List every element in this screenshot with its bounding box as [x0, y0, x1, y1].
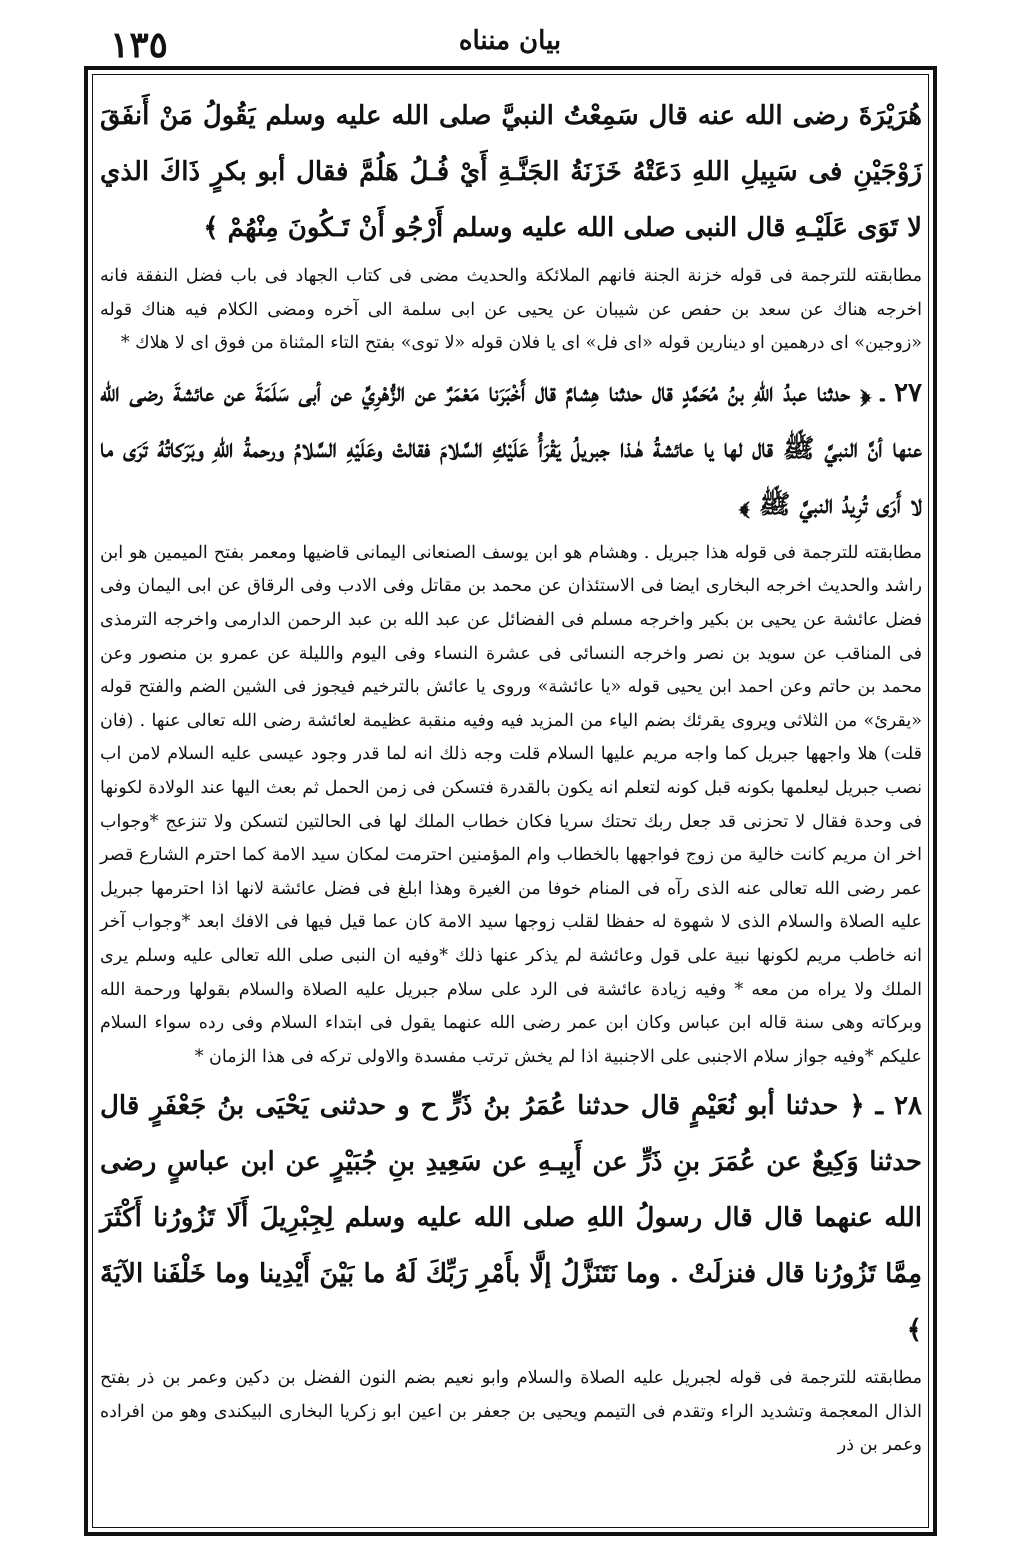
running-title: بيان منناه — [458, 26, 562, 56]
page-header — [80, 14, 940, 66]
commentary-paragraph: مطابقته للترجمة فى قوله هذا جبريل . وهشام هو ابن يوسف الصنعانى اليمانى قاضيها ومعمر بفتح الميمين هو ابن راشد والحديث اخرجه البخارى ايضا فى الاستئذان عن محمد بن مقاتل وفى الادب وفى الرقاق عن ابى اليمان وفى فضل عائشة عن يحيى بن بكير واخرجه مسلم فى الفضائل عن عبد الله بن عبد الرحمن الدارمى واخرجه الترمذى فى المناقب عن سويد بن نصر واخرجه النسائى فى عشرة النساء وفى اليوم والليلة عن عمرو بن منصور وعن محمد بن حاتم وعن احمد ابن يحيى قوله «يا عائشة» وروى يا عائش بالترخيم فيجوز فى الشين الضم والفتح قوله «يقرئ» من الثلاثى ويروى يقرئك بضم الياء من المزيد فيه وفيه منقبة عظيمة لعائشة رضى الله تعالى عنها . (فان قلت) هلا واجهها جبريل كما واجه مريم عليها السلام قلت وجه ذلك انه لما قدر وجود عيسى عليه السلام لامن اب نصب جبريل ليعلمها بكونه قبل كونه لتعلم انه يكون بالقدرة فتسكن فى زمن الحمل ثم بعث اليها عند الولادة لكونها فى وحدة فقال لا تحزنى قد جعل ربك تحتك سريا فكان خطاب الملك لها فى الحالتين لتسكن ولا تنزعج *وجواب اخر ان مريم كانت خالية من زوج فواجهها بالخطاب وام المؤمنين احترمت لمكان سيد الامة كما احترم الشارع قصر عمر رضى الله تعالى عنه الذى رآه فى المنام خوفا من الغيرة وهذا ابلغ فى فضل عائشة لانها اذا احترمها جبريل عليه الصلاة والسلام الذى لا شهوة له حفظا لقلب زوجها سيد الامة كان عما قيل فيها فى الافك ابعد *وجواب آخر انه خاطب مريم لكونها نبية على قول وعائشة لم يذكر عنها ذلك *وفيه ان النبى صلى الله تعالى عليه وسلم يرى الملك ولا يراه من معه * وفيه زيادة عائشة فى الرد على سلام جبريل عليه الصلاة والسلام بقولها ورحمة الله وبركاته وهى سنة قاله ابن عباس وكان ابن عمر رضى الله عنهما يقول فى ابتداء السلام وفى رده سواء السلام عليكم *وفيه جواز سلام الاجنبى على الاجنبية اذا لم يخش ترتب مفسدة والاولى تركه فى هذا الزمان * — [100, 542, 923, 1067]
hadith-27: ٢٧ ـ ﴿ حدثنا عبدُ اللهِ بنُ مُحَمَّدٍ قال حدثنا هِشامٌ قال أَخْبَرَنا مَعْمَرٌ عن الزُّهْرِيِّ عن أبى سَلَمَةَ عن عائشةَ رضى الله عنها أنَّ النبيَّ ﷺ قال لها يا عائشةُ هٰـذا جبريلُ يَقْرَأُ عَلَيْكِ السَّلامَ فقالتْ وعَلَيْهِ السَّلامُ ورحمةُ اللهِ وبَرَكاتُهُ تَرَى ما لا أَرَى تُرِيدُ النبيَّ ﷺ ﴾ — [100, 377, 922, 520]
commentary-paragraph: مطابقته للترجمة فى قوله خزنة الجنة فانهم الملائكة والحديث مضى فى كتاب الجهاد فى باب فضل النفقة فانه اخرجه هناك عن سعد بن حفص عن شيبان عن يحيى عن ابى سلمة الى آخره ومضى الكلام فيه هناك قوله «زوجين» اى درهمين او دينارين قوله «اى فل» اى يا فلان قوله «لا توى» بفتح التاء المثناة من فوق اى لا هلاك * — [100, 266, 922, 354]
page-body — [100, 88, 922, 1463]
page-number: ١٣٥ — [110, 24, 169, 66]
hadith-continuation: هُرَيْرَةَ رضى الله عنه قال سَمِعْتُ النبيَّ صلى الله عليه وسلم يَقُولُ مَنْ أَنفَقَ زَوْجَيْنِ فى سَبِيلِ اللهِ دَعَتْهُ خَزَنَةُ الجَنَّـةِ أَيْ فُـلُ هَلُمَّ فقال أبو بكرٍ ذَاكَ الذي لا تَوَى عَلَيْـهِ قال النبى صلى الله عليه وسلم أَرْجُو أَنْ تَـكُونَ مِنْهُمْ ﴾ — [100, 101, 922, 243]
commentary-paragraph: مطابقته للترجمة فى قوله لجبريل عليه الصلاة والسلام وابو نعيم بضم النون الفضل بن دكين وعمر بن ذر بفتح الذال المعجمة وتشديد الراء وتقدم فى التيمم ويحيى بن جعفر بن اعين ابو زكريا البخارى البيكندى وهو من افراده وعمر بن ذر — [100, 1368, 922, 1456]
hadith-28: ٢٨ ـ ﴿ حدثنا أبو نُعَيْمٍ قال حدثنا عُمَرُ بنُ ذَرٍّ ح و حدثنى يَحْيَى بنُ جَعْفَرٍ قال حدثنا وَكِيعٌ عن عُمَرَ بنِ ذَرٍّ عن أَبِيـهِ عن سَعِيدِ بنِ جُبَيْرٍ عن ابن عباسٍ رضى الله عنهما قال قال رسولُ اللهِ صلى الله عليه وسلم لِجِبْرِيلَ أَلَا تَزُورُنا أَكْثَرَ مِمَّا تَزُورُنا قال فنزلَتْ . وما نَتَنَزَّلُ إلَّا بأَمْرِ رَبِّكَ لَهُ ما بَيْنَ أَيْدِينا وما خَلْفَنا الآيَةَ ﴾ — [100, 1091, 922, 1346]
